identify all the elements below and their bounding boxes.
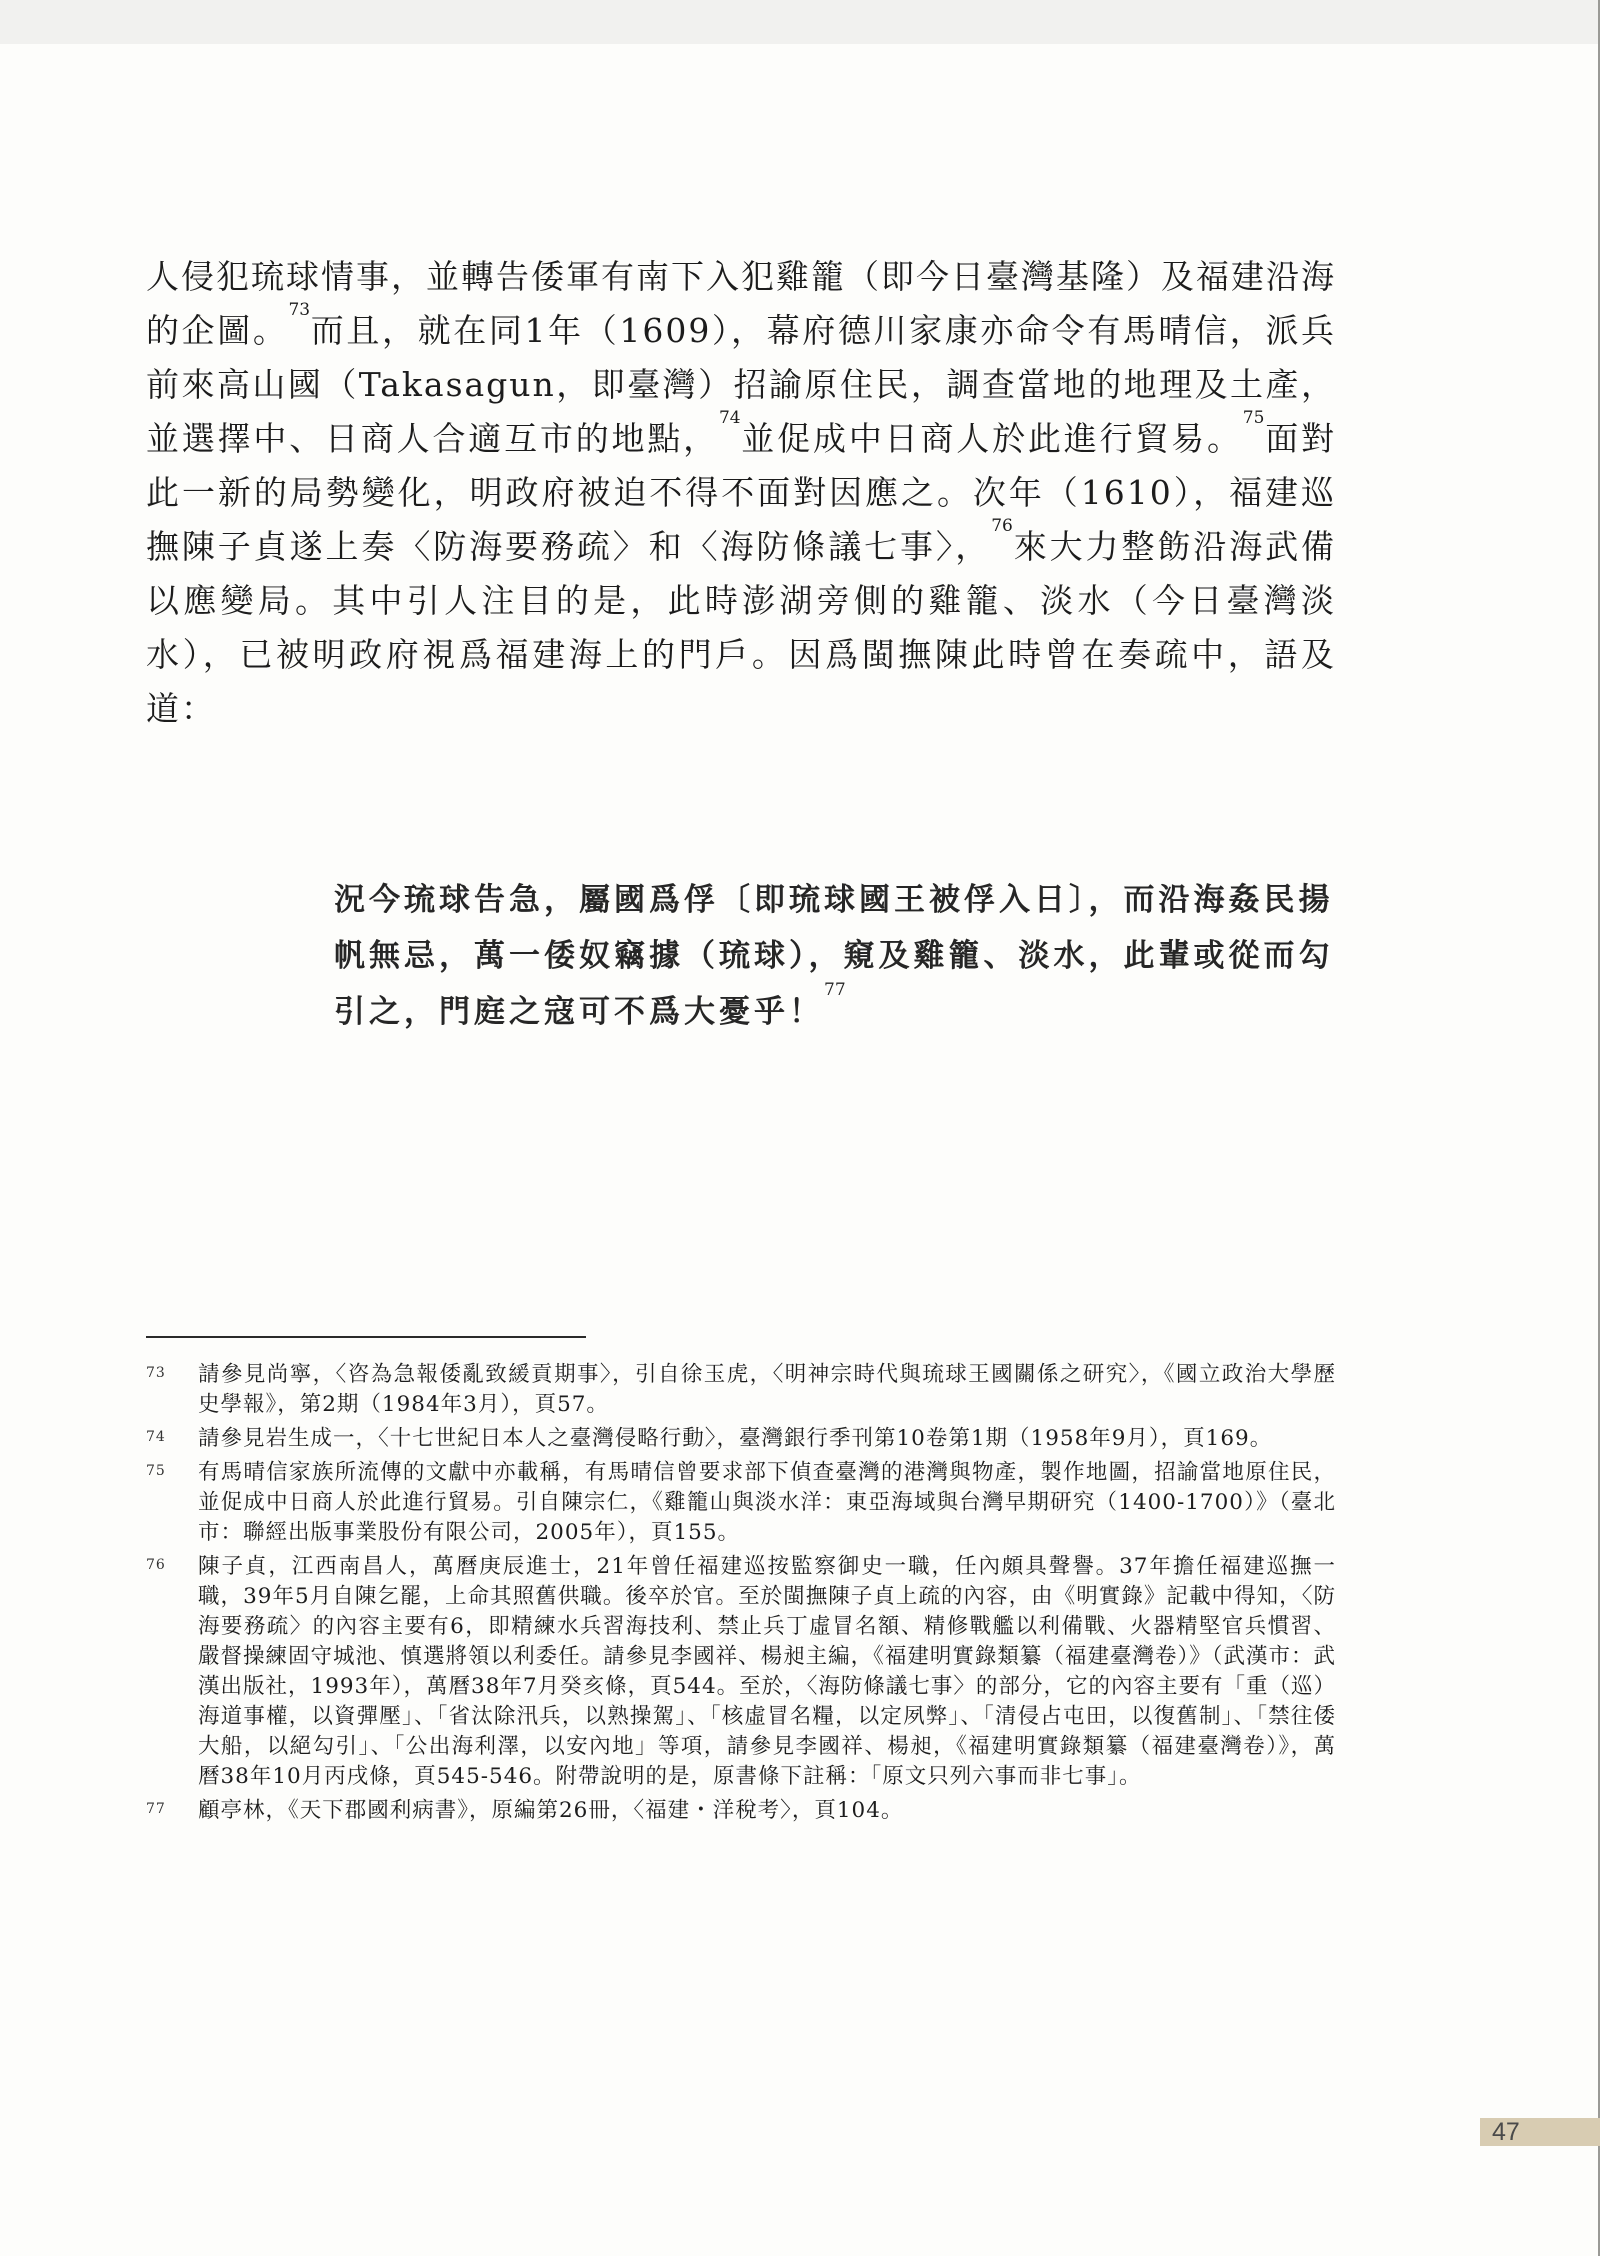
footnote-ref-76: 76 — [991, 516, 1013, 536]
quote-text: 況今琉球告急，屬國爲俘〔即琉球國王被俘入日〕，而沿海姦民揚帆無忌，萬一倭奴竊據（琉球），窺及雞籠、淡水，此輩或從而勾引之，門庭之寇可不爲大憂乎！ — [334, 882, 1334, 1030]
footnote-74 — [146, 1424, 1336, 1454]
body-text-segment: 並促成中日商人於此進行貿易。 — [740, 419, 1243, 458]
body-text-segment: 而且，就在同1年（1609），幕府德川家康亦命令有馬晴信，派兵前來高山國（Takasagun，即臺灣）招諭原住民，調查當地的地理及土產，並選擇中、日商人合適互市的地點， — [146, 311, 1336, 458]
footnote-divider — [146, 1336, 586, 1338]
footnotes — [146, 1360, 1336, 1830]
body-text-segment: 人侵犯琉球情事，並轉告倭軍有南下入犯雞籠（即今日臺灣基隆）及福建沿海的企圖。 — [146, 257, 1336, 350]
body-text-segment: 面對此一新的局勢變化，明政府被迫不得不面對因應之。次年（1610），福建巡撫陳子貞遂上奏〈防海要務疏〉和〈海防條議七事〉， — [146, 419, 1337, 566]
body-paragraph — [146, 250, 1336, 736]
scan-top-band — [0, 0, 1600, 44]
footnote-ref-73: 73 — [288, 300, 311, 320]
footnote-number: 75 — [146, 1463, 166, 1479]
footnote-text: 顧亭林，《天下郡國利病書》，原編第26冊，〈福建・洋稅考〉，頁104。 — [198, 1798, 904, 1823]
body-text-segment: 來大力整飭沿海武備以應變局。其中引人注目的是，此時澎湖旁側的雞籠、淡水（今日臺灣淡水），已被明政府視爲福建海上的門戶。因爲閩撫陳此時曾在奏疏中，語及道： — [146, 527, 1337, 728]
footnote-number: 76 — [146, 1557, 166, 1573]
footnote-ref-74: 74 — [718, 408, 741, 428]
footnote-number: 77 — [146, 1801, 166, 1817]
footnote-77 — [146, 1796, 1336, 1826]
footnote-75 — [146, 1458, 1336, 1548]
block-quote — [334, 872, 1334, 1040]
page-number: 47 — [1480, 2118, 1600, 2146]
footnote-number: 74 — [146, 1429, 166, 1445]
footnote-ref-77: 77 — [824, 980, 846, 1000]
footnote-73 — [146, 1360, 1336, 1420]
footnote-text: 請參見尚寧，〈咨為急報倭亂致緩貢期事〉，引自徐玉虎，〈明神宗時代與琉球王國關係之研究〉，《國立政治大學歷史學報》，第2期（1984年3月），頁57。 — [198, 1362, 1336, 1417]
footnote-76 — [146, 1552, 1336, 1792]
footnote-number: 73 — [146, 1365, 166, 1381]
footnote-text: 陳子貞，江西南昌人，萬曆庚辰進士，21年曾任福建巡按監察御史一職，任內頗具聲譽。37年擔任福建巡撫一職，39年5月自陳乞罷，上命其照舊供職。後卒於官。至於閩撫陳子貞上疏的內容，由《明實錄》記載中得知，〈防海要務疏〉的內容主要有6，即精練水兵習海技利、禁止兵丁虛冒名額、精修戰艦以利備戰、火器精堅官兵慣習、嚴督操練固守城池、慎選將領以利委任。請參見李國祥、楊昶主編，《福建明實錄類纂（福建臺灣卷）》（武漢市：武漢出版社，1993年），萬曆38年7月癸亥條，頁544。至於，〈海防條議七事〉的部分，它的內容主要有「重（巡）海道事權，以資彈壓」、「省汰除汛兵，以熟操駕」、「核虛冒名糧，以定夙弊」、「清侵占屯田，以復舊制」、「禁往倭大船，以絕勾引」、「公出海利澤，以安內地」等項，請參見李國祥、楊昶，《福建明實錄類纂（福建臺灣卷）》，萬曆38年10月丙戌條，頁545-546。附帶說明的是，原書條下註稱：「原文只列六事而非七事」。 — [198, 1554, 1336, 1789]
footnote-ref-75: 75 — [1242, 408, 1265, 428]
footnote-text: 請參見岩生成一，〈十七世紀日本人之臺灣侵略行動〉，臺灣銀行季刊第10卷第1期（1958年9月），頁169。 — [198, 1426, 1273, 1451]
footnote-text: 有馬晴信家族所流傳的文獻中亦載稱，有馬晴信曾要求部下偵查臺灣的港灣與物產，製作地圖，招諭當地原住民，並促成中日商人於此進行貿易。引自陳宗仁，《雞籠山與淡水洋：東亞海域與台灣早期研究（1400-1700）》（臺北市：聯經出版事業股份有限公司，2005年），頁155。 — [198, 1460, 1336, 1545]
